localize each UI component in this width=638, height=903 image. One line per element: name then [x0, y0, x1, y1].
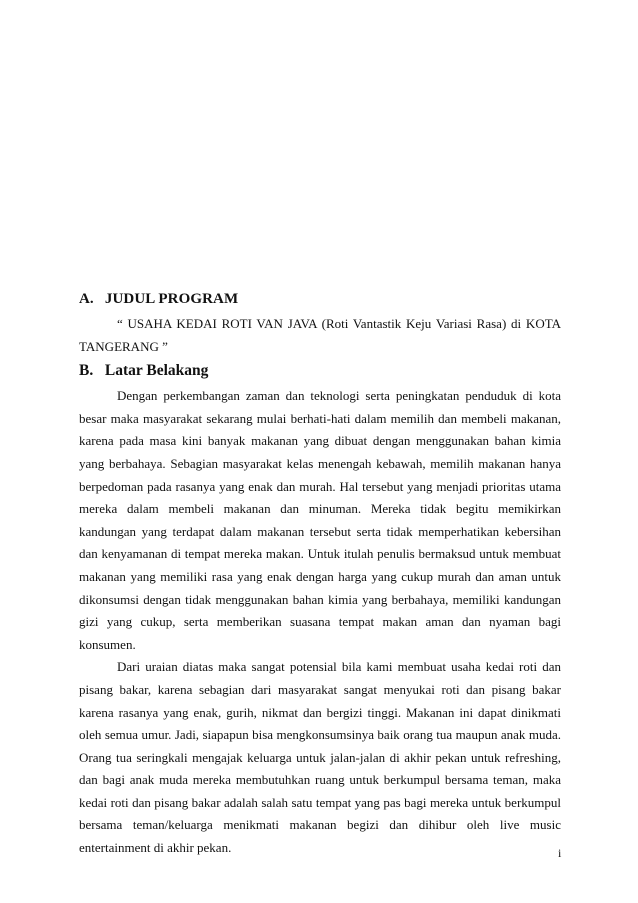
- background-paragraph-2: Dari uraian diatas maka sangat potensial bila kami membuat usaha kedai roti dan pisang bakar, karena sebagian dari masyarakat sangat menyukai roti dan pisang bakar karena rasanya yang enak, gurih, nikmat dan bergizi tinggi. Makanan ini dapat dinikmati oleh semua umur. Jadi, siapapun bisa mengkonsumsinya baik orang tua maupun anak muda. Orang tua seringkali mengajak keluarga untuk jalan-jalan di akhir pekan untuk refreshing, dan bagi anak muda mereka membutuhkan ruang untuk berkumpul bersama teman, maka kedai roti dan pisang bakar adalah salah satu tempat yang pas bagi mereka untuk berkumpul bersama teman/keluarga menikmati makanan begizi dan dihibur oleh live music entertainment di akhir pekan.: [79, 659, 561, 856]
- section-a-heading: [79, 288, 561, 310]
- section-b-title: Latar Belakang: [104, 362, 209, 380]
- section-a-title: JUDUL PROGRAM: [104, 291, 239, 307]
- section-b-heading: [79, 360, 561, 382]
- background-paragraph-1: Dengan perkembangan zaman dan teknologi serta peningkatan penduduk di kota besar maka masyarakat sekarang mulai berhati-hati dalam memilih dan membeli makanan, karena pada masa kini banyak makanan yang dibuat dengan menggunakan bahan kimia yang berbahaya. Sebagian masyarakat kelas menengah kebawah, memilih makanan hanya berpedoman pada rasanya yang enak dan murah. Hal tersebut yang menjadi prioritas utama mereka dalam membeli makanan dan minuman. Mereka tidak begitu memikirkan kandungan yang terdapat dalam makanan tersebut serta tidak memperhatikan kebersihan dan kenyamanan di tempat mereka makan. Untuk itulah penulis bermaksud untuk membuat makanan yang memiliki rasa yang enak dengan harga yang cukup murah dan aman untuk dikonsumsi dengan tidak menggunakan bahan kimia yang berbahaya, memiliki kandungan gizi yang cukup, serta memberikan suasana tempat makan aman dan nyaman bagi konsumen.: [79, 388, 561, 652]
- program-title-text: “ USAHA KEDAI ROTI VAN JAVA (Roti Vantastik Keju Variasi Rasa) di KOTA TANGERANG ”: [79, 316, 561, 354]
- section-b-number: B.: [79, 362, 94, 380]
- section-a-number: A.: [79, 291, 94, 307]
- page-number: i: [558, 846, 562, 860]
- page-content: [79, 288, 561, 860]
